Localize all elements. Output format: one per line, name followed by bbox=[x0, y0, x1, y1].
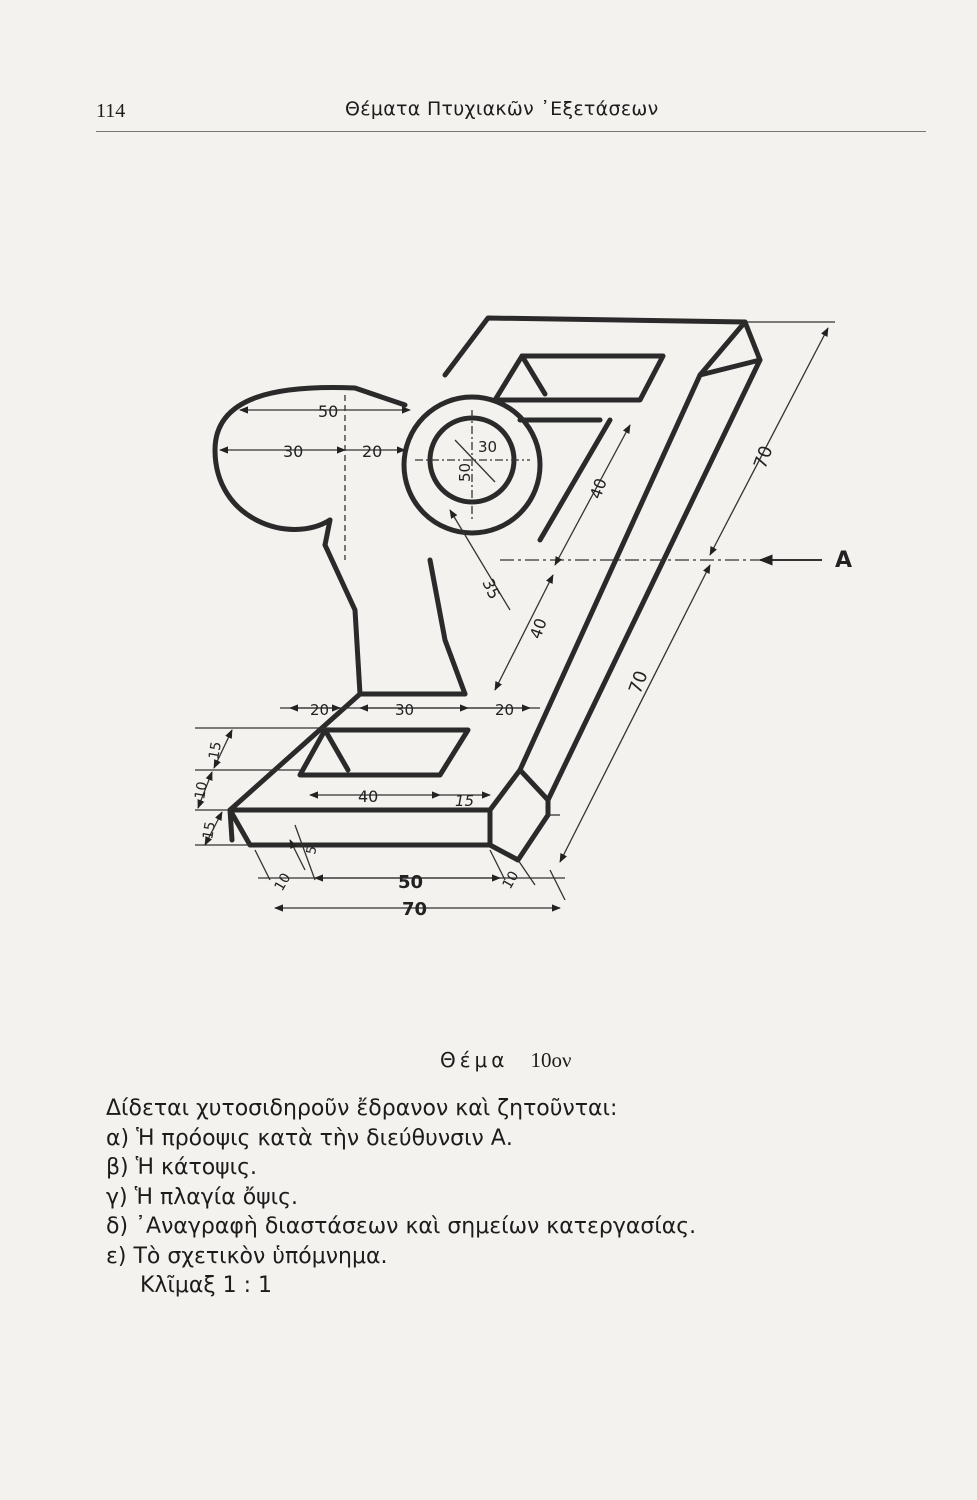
dim-20-a: 20 bbox=[310, 701, 330, 719]
dim-40-upper: 40 bbox=[585, 475, 611, 502]
dim-35: 35 bbox=[478, 575, 505, 603]
view-direction-label: A bbox=[835, 548, 853, 573]
dim-70-bottom: 70 bbox=[402, 899, 428, 920]
exercise-text bbox=[106, 1094, 906, 1301]
dim-70-lower: 70 bbox=[624, 668, 653, 697]
task-b: β) Ἡ κάτοψις. bbox=[106, 1155, 258, 1180]
dim-10-c: 10 bbox=[499, 868, 523, 892]
task-e: ε) Τὸ σχετικὸν ὑπόμνημα. bbox=[106, 1243, 388, 1269]
dim-70-upper: 70 bbox=[749, 443, 778, 472]
dim-30-circle: 30 bbox=[478, 438, 498, 456]
dim-40-mid: 40 bbox=[525, 615, 551, 642]
dim-30-left: 30 bbox=[283, 442, 304, 461]
dim-40-bottom: 40 bbox=[358, 787, 379, 806]
running-header-title: Θέματα Πτυχιακῶν ᾿Εξετάσεων bbox=[345, 98, 659, 120]
caption-label: Θέμα bbox=[440, 1048, 509, 1072]
dim-15-bottom: 15 bbox=[455, 792, 475, 810]
dim-10-b: 10 bbox=[271, 870, 295, 894]
dim-50-top: 50 bbox=[318, 402, 339, 421]
dim-30-b: 30 bbox=[395, 701, 415, 719]
dim-5: 5 bbox=[304, 844, 321, 856]
task-d: δ) ᾿Αναγραφὴ διαστάσεων καὶ σημείων κατεργασίας. bbox=[106, 1214, 697, 1239]
scale-note: Κλῖμαξ 1 : 1 bbox=[140, 1273, 273, 1298]
dim-15-a: 15 bbox=[206, 740, 226, 761]
dim-10-a: 10 bbox=[192, 780, 212, 801]
page-number: 114 bbox=[96, 100, 126, 122]
figure-caption bbox=[440, 1048, 571, 1073]
dim-50-bottom: 50 bbox=[398, 872, 424, 893]
dim-50-circle: 50 bbox=[456, 462, 474, 482]
task-a: α) Ἡ πρόοψις κατὰ τὴν διεύθυνσιν Α. bbox=[106, 1125, 513, 1151]
caption-number: 10ον bbox=[530, 1048, 572, 1072]
task-c: γ) Ἡ πλαγία ὄψις. bbox=[106, 1184, 299, 1210]
dim-20-top: 20 bbox=[362, 442, 383, 461]
dim-15-b: 15 bbox=[200, 820, 220, 841]
exercise-intro: Δίδεται χυτοσιδηροῦν ἔδρανον καὶ ζητοῦνται: bbox=[106, 1096, 618, 1121]
dim-20-c: 20 bbox=[495, 701, 515, 719]
